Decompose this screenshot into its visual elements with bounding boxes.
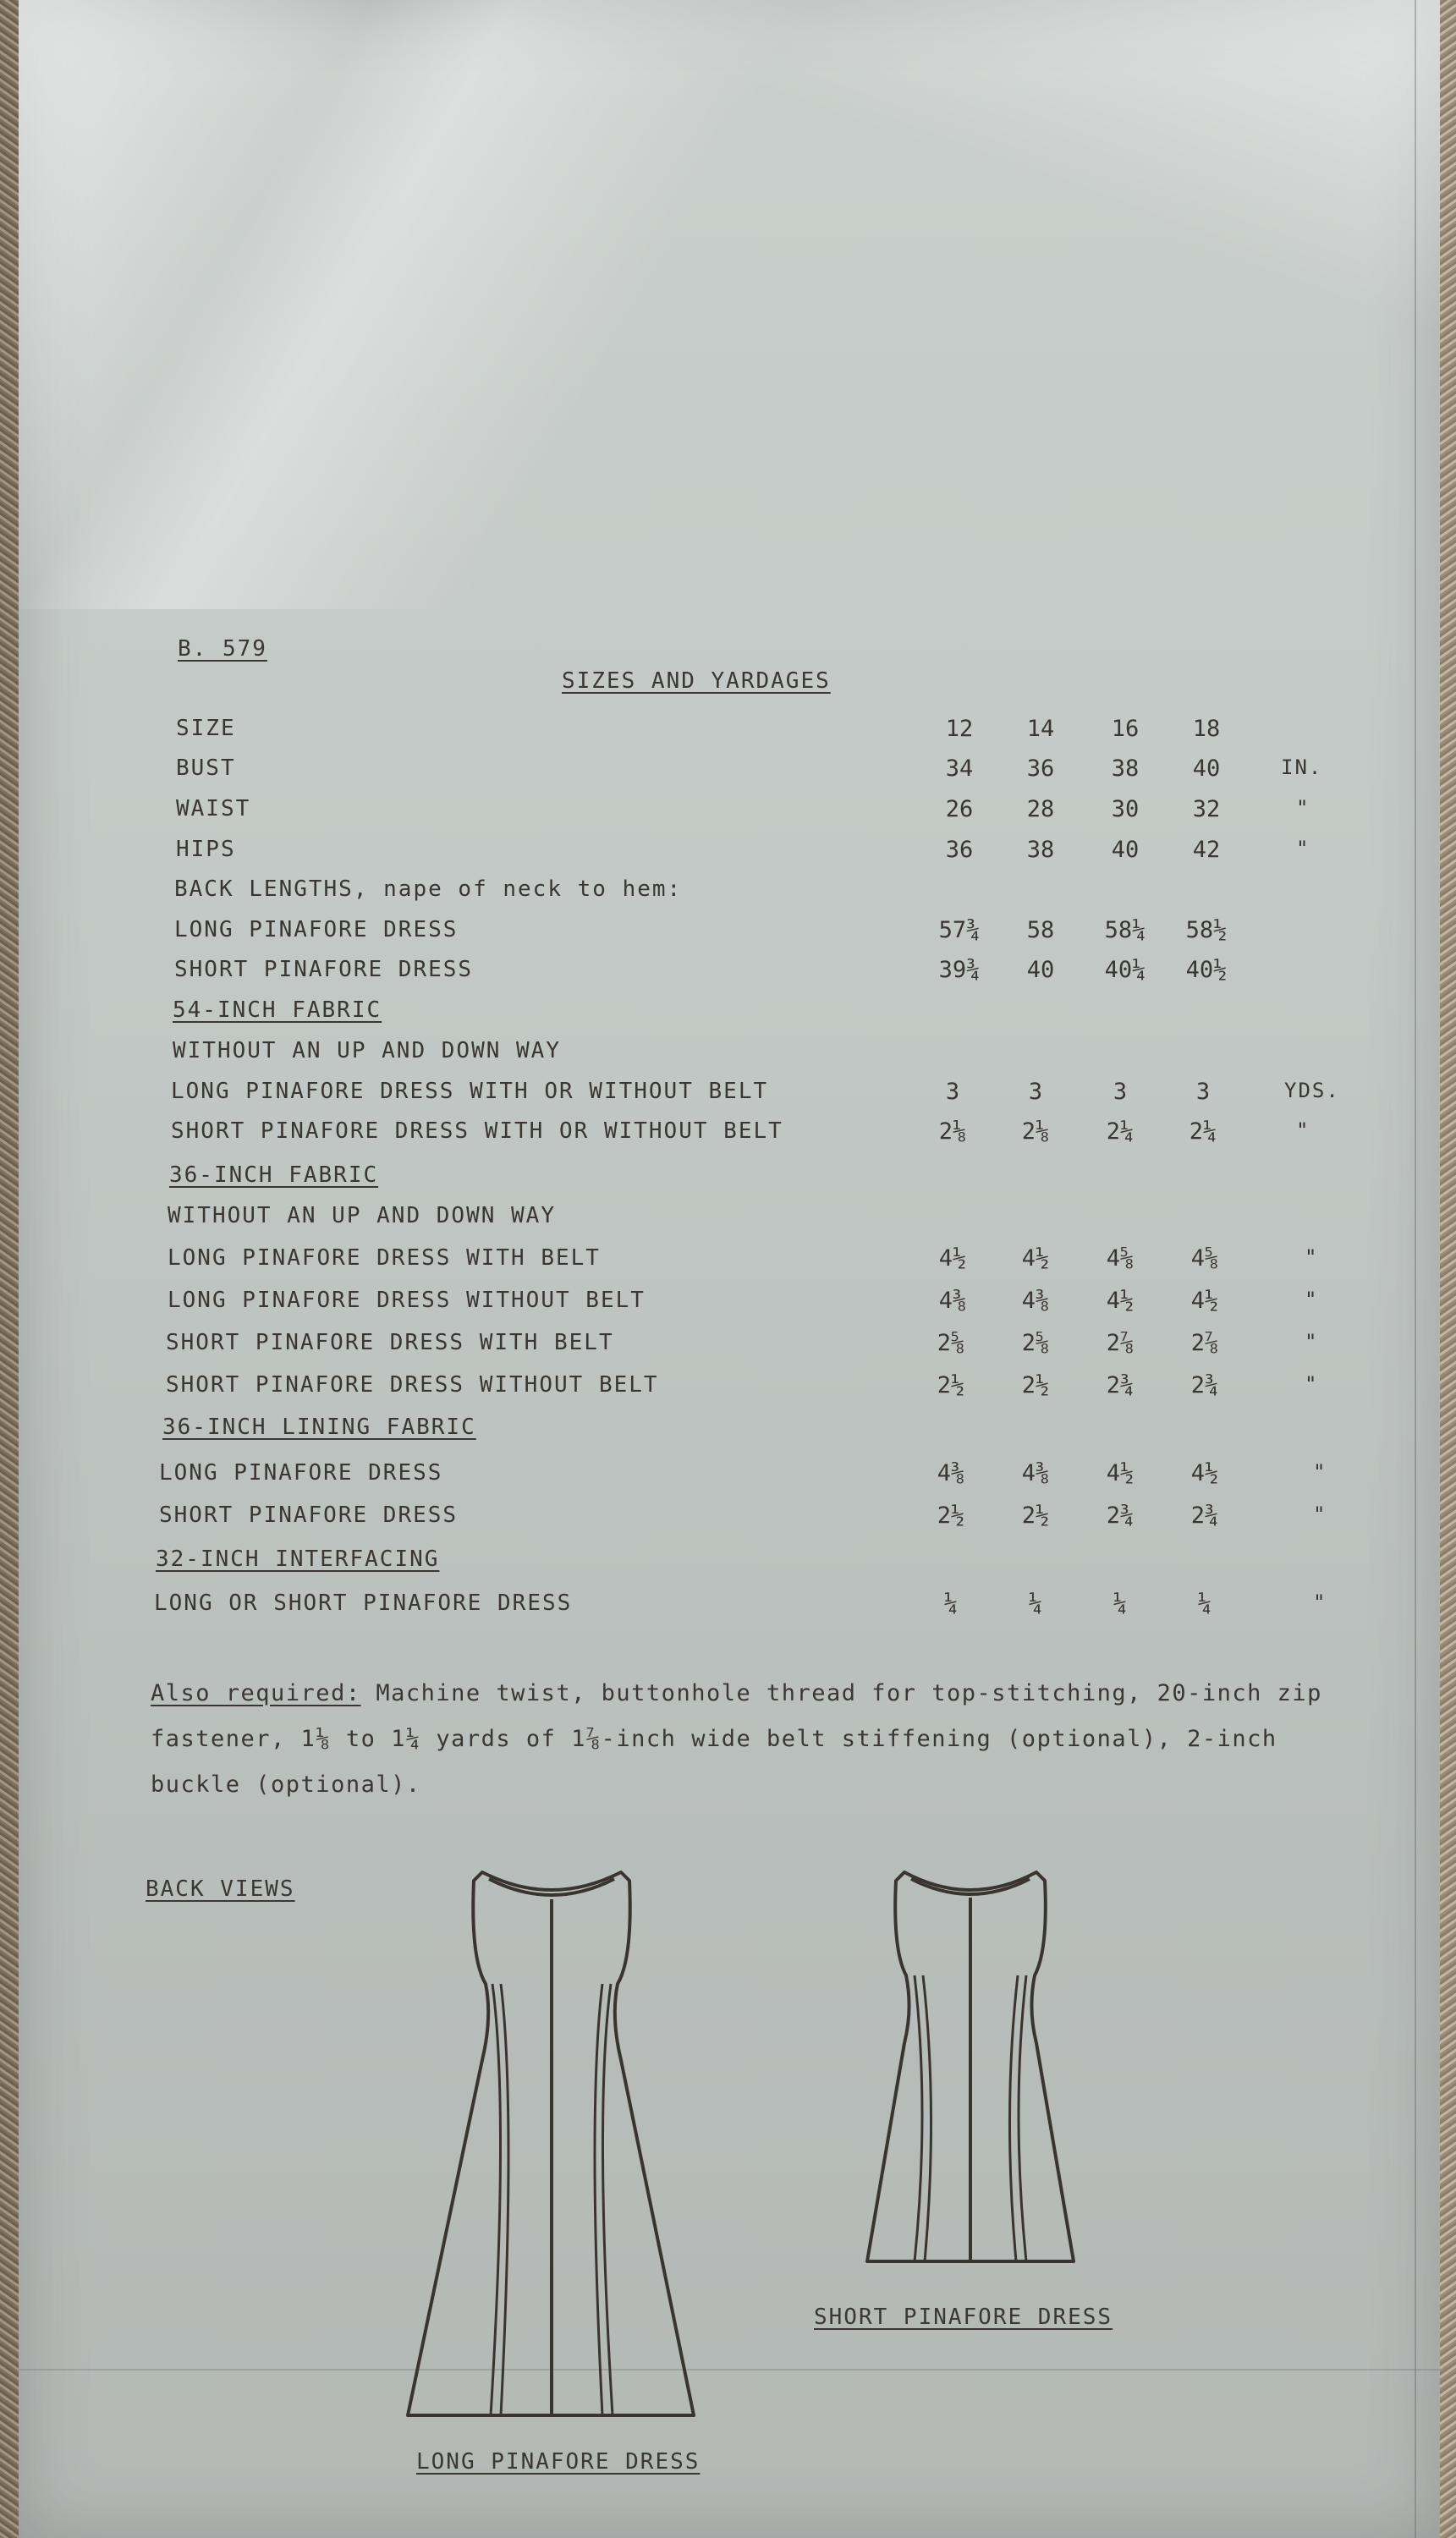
cell-size-12: 3 (945, 1079, 960, 1105)
table-row (19, 837, 1440, 874)
cell-size-16: 2¾ (1106, 1502, 1135, 1529)
cell-size-18: 32 (1192, 796, 1221, 822)
cell-size-18: 42 (1192, 837, 1221, 863)
also-required-label: Also required: (151, 1680, 361, 1706)
cell-size-16: 4½ (1106, 1460, 1135, 1486)
cell-size-18: 3 (1195, 1079, 1211, 1105)
pattern-number: B. 579 (178, 636, 267, 662)
cell-size-16: 38 (1111, 755, 1140, 782)
cell-size-16: 2¼ (1106, 1118, 1135, 1145)
row-unit: " (1313, 1590, 1327, 1614)
cell-size-16: 16 (1111, 716, 1140, 742)
cell-size-12: 2⅝ (937, 1330, 965, 1356)
cell-size-14: 38 (1026, 837, 1055, 863)
cell-size-14: 2⅝ (1021, 1330, 1050, 1356)
section-heading: 36-INCH LINING FABRIC (162, 1415, 476, 1440)
cell-size-14: 2½ (1021, 1372, 1050, 1398)
cell-size-18: 2⅞ (1190, 1330, 1219, 1356)
cell-size-14: 28 (1026, 796, 1055, 822)
cell-size-16: 40¼ (1104, 957, 1146, 983)
cell-size-14: 4⅜ (1021, 1288, 1050, 1314)
section-heading: 32-INCH INTERFACING (156, 1546, 440, 1572)
long-dress-outline-icon (382, 1857, 721, 2432)
cell-size-16: 2⅞ (1106, 1330, 1135, 1356)
cell-size-12: 36 (945, 837, 974, 863)
section-heading-row (19, 1415, 1440, 1452)
cell-size-14: 2⅛ (1021, 1118, 1050, 1145)
cell-size-18: 4½ (1190, 1460, 1219, 1486)
cell-size-18: 18 (1192, 716, 1221, 742)
table-row (19, 1372, 1440, 1409)
row-label: LONG PINAFORE DRESS WITHOUT BELT (168, 1288, 646, 1313)
row-unit: IN. (1281, 755, 1323, 779)
cell-size-14: 3 (1028, 1079, 1043, 1105)
cell-size-14: 4⅜ (1021, 1460, 1050, 1486)
row-unit: " (1305, 1245, 1319, 1269)
cell-size-16: 4⅝ (1106, 1245, 1135, 1272)
table-row (19, 957, 1440, 994)
section-heading: 54-INCH FABRIC (173, 997, 382, 1023)
envelope-fold-horizontal (19, 2369, 1440, 2370)
row-unit: " (1305, 1330, 1319, 1354)
also-required-text: Machine twist, buttonhole thread for top-stitching, 20-inch zip fastener, 1⅛ to 1¼ yards of 1⅞-inch wide belt stiffening (optional), 2-inch buckle (optional). (151, 1680, 1322, 1798)
row-label: SIZE (176, 716, 236, 741)
row-unit: " (1296, 1118, 1310, 1142)
cell-size-16: 4½ (1106, 1288, 1135, 1314)
cell-size-12: 34 (945, 755, 974, 782)
table-row (19, 917, 1440, 954)
row-unit: " (1296, 837, 1310, 860)
sizes-heading: SIZES AND YARDAGES (562, 668, 831, 694)
cell-size-12: 57¾ (938, 917, 981, 943)
cell-size-14: 14 (1026, 716, 1055, 742)
section-heading: 36-INCH FABRIC (169, 1162, 379, 1188)
cell-size-12: 12 (945, 716, 974, 742)
also-required-paragraph (151, 1671, 1360, 1808)
cell-size-14: 2½ (1021, 1502, 1050, 1529)
plastic-sleeve-glare (19, 0, 1440, 609)
row-label: LONG PINAFORE DRESS WITH BELT (168, 1245, 601, 1271)
cell-size-18: 58½ (1185, 917, 1228, 943)
cell-size-12: 39¾ (938, 957, 981, 983)
short-pinafore-dress-drawing (852, 1857, 1089, 2280)
table-row (19, 1038, 1440, 1075)
cell-size-18: 4½ (1190, 1288, 1219, 1314)
back-views-label: BACK VIEWS (146, 1876, 295, 1902)
section-heading-row (19, 997, 1440, 1035)
cell-size-18: 2¼ (1189, 1118, 1217, 1145)
table-row (19, 1460, 1440, 1497)
row-label: SHORT PINAFORE DRESS WITH BELT (166, 1330, 614, 1355)
row-label: BACK LENGTHS, nape of neck to hem: (174, 876, 683, 902)
short-pinafore-caption: SHORT PINAFORE DRESS (814, 2305, 1113, 2330)
long-pinafore-dress-drawing (382, 1857, 721, 2432)
table-row (19, 755, 1440, 793)
cell-size-12: 26 (945, 796, 974, 822)
cell-size-18: 4⅝ (1190, 1245, 1219, 1272)
cell-size-16: ¼ (1113, 1590, 1128, 1617)
cell-size-18: 40 (1192, 755, 1221, 782)
row-label: LONG PINAFORE DRESS WITH OR WITHOUT BELT (171, 1079, 769, 1104)
cell-size-16: 30 (1111, 796, 1140, 822)
cell-size-14: 58 (1026, 917, 1055, 943)
cell-size-14: ¼ (1028, 1590, 1043, 1617)
row-label: SHORT PINAFORE DRESS (174, 957, 474, 982)
table-row (19, 1118, 1440, 1156)
cell-size-18: ¼ (1197, 1590, 1212, 1617)
row-label: SHORT PINAFORE DRESS (159, 1502, 459, 1528)
cell-size-16: 3 (1113, 1079, 1128, 1105)
table-row (19, 876, 1440, 914)
table-row (19, 1590, 1440, 1628)
table-row (19, 716, 1440, 753)
pattern-envelope (19, 0, 1440, 2538)
cell-size-14: 40 (1026, 957, 1055, 983)
table-row (19, 1245, 1440, 1283)
short-dress-outline-icon (852, 1857, 1089, 2280)
row-unit: YDS. (1284, 1079, 1340, 1102)
row-label: HIPS (176, 837, 236, 862)
row-label: WAIST (176, 796, 251, 821)
row-unit: " (1296, 796, 1310, 820)
cell-size-16: 2¾ (1106, 1372, 1135, 1398)
row-label: LONG PINAFORE DRESS (174, 917, 459, 942)
row-label: LONG PINAFORE DRESS (159, 1460, 443, 1486)
row-label: WITHOUT AN UP AND DOWN WAY (173, 1038, 561, 1063)
section-heading-row (19, 1546, 1440, 1584)
row-label: BUST (176, 755, 236, 781)
cell-size-12: 4½ (938, 1245, 967, 1272)
row-label: WITHOUT AN UP AND DOWN WAY (168, 1203, 556, 1228)
row-label: LONG OR SHORT PINAFORE DRESS (154, 1590, 573, 1616)
cell-size-14: 4½ (1021, 1245, 1050, 1272)
cell-size-12: 2½ (937, 1372, 965, 1398)
long-pinafore-caption: LONG PINAFORE DRESS (416, 2449, 701, 2475)
cell-size-12: 4⅜ (938, 1288, 967, 1314)
cell-size-16: 58¼ (1104, 917, 1146, 943)
table-row (19, 1502, 1440, 1540)
cell-size-16: 40 (1111, 837, 1140, 863)
row-unit: " (1313, 1460, 1327, 1484)
row-unit: " (1305, 1288, 1319, 1311)
cell-size-12: ¼ (943, 1590, 959, 1617)
cell-size-18: 2¾ (1190, 1502, 1219, 1529)
cell-size-12: 2⅛ (938, 1118, 967, 1145)
cell-size-18: 2¾ (1190, 1372, 1219, 1398)
cell-size-14: 36 (1026, 755, 1055, 782)
table-row (19, 1079, 1440, 1116)
row-label: SHORT PINAFORE DRESS WITHOUT BELT (166, 1372, 659, 1398)
table-row (19, 796, 1440, 833)
cell-size-12: 4⅜ (937, 1460, 965, 1486)
cell-size-12: 2½ (937, 1502, 965, 1529)
table-row (19, 1288, 1440, 1325)
table-row (19, 1203, 1440, 1240)
row-unit: " (1313, 1502, 1327, 1526)
row-unit: " (1305, 1372, 1319, 1396)
cell-size-18: 40½ (1185, 957, 1228, 983)
row-label: SHORT PINAFORE DRESS WITH OR WITHOUT BELT (171, 1118, 783, 1144)
section-heading-row (19, 1162, 1440, 1200)
table-row (19, 1330, 1440, 1367)
